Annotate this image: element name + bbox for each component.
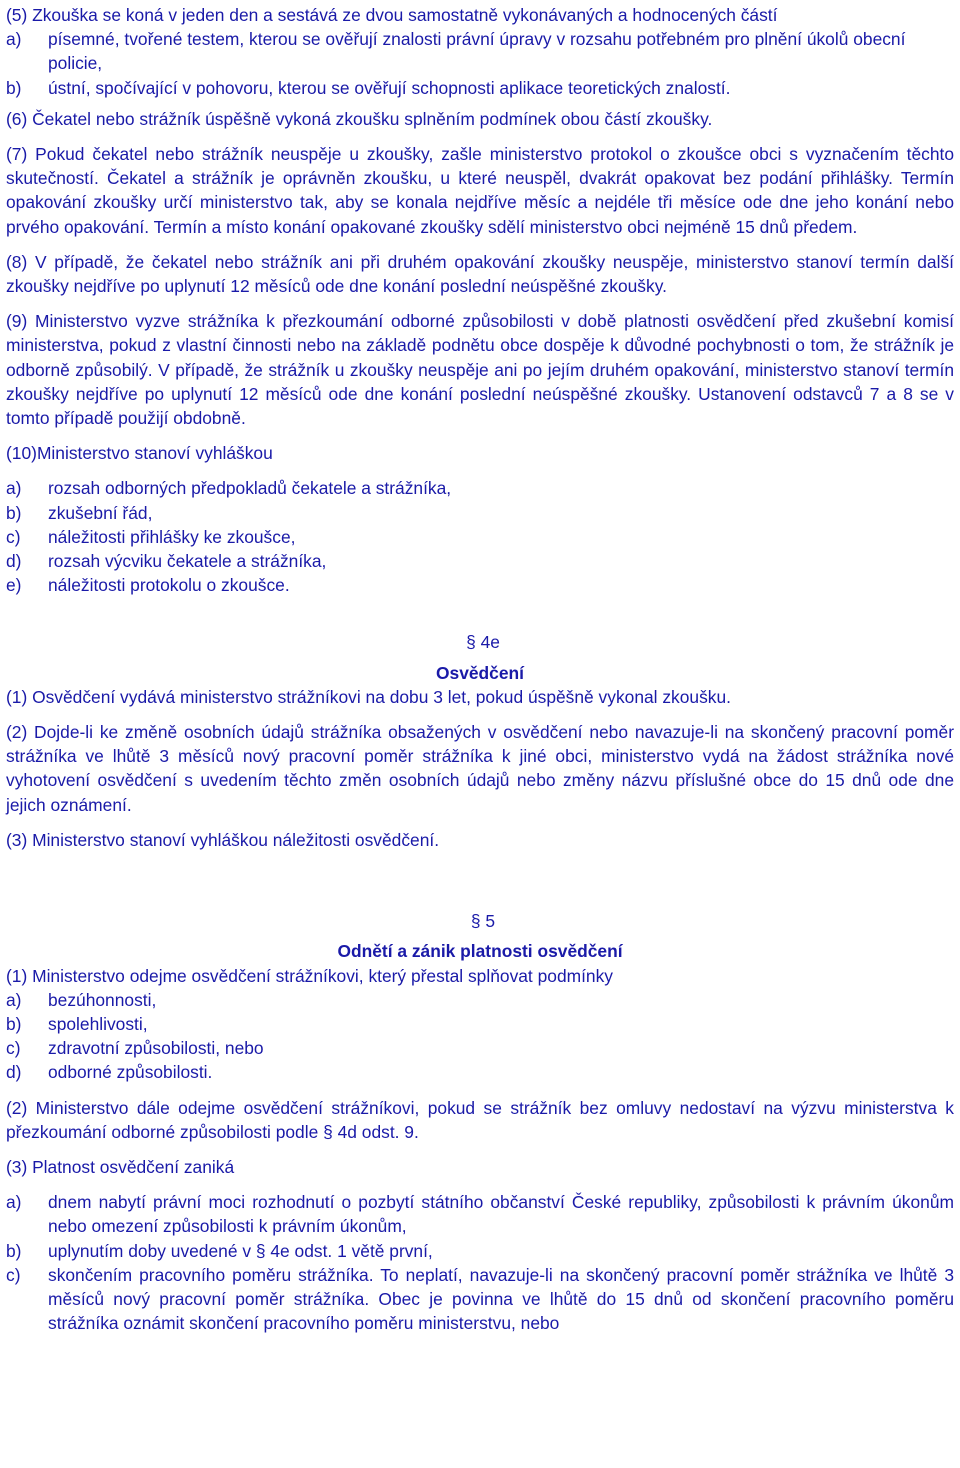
paragraph-6: (6) Čekatel nebo strážník úspěšně vykoná zkoušku splněním podmínek obou částí zkoušky.	[6, 108, 713, 129]
list-marker: d)	[6, 1062, 22, 1083]
list-item	[6, 76, 954, 100]
list-item-text: zkušební řád,	[48, 502, 153, 523]
section-paragraph-2: (2) Dojde-li ke změně osobních údajů strážníka obsažených v osvědčení nebo navazuje-li na skončený pracovní poměr strážníka ve lhůtě 3 měsíců nový pracovní poměr strážníka k jiné obci, ministerstvo vydá na žádost strážníka nové vyhotovení osvědčení s uvedením těchto změn osobních údajů nebo změny názvu příslušné obce do 15 dnů ode dne jejich oznámení.	[6, 722, 954, 815]
list-item	[6, 1263, 954, 1336]
list-item-text: náležitosti protokolu o zkoušce.	[48, 575, 290, 596]
paragraph-text: Ministerstvo stanoví vyhláškou	[36, 443, 273, 464]
list-marker: b)	[6, 1240, 22, 1261]
list-item	[6, 1036, 954, 1060]
list-marker: b)	[6, 502, 22, 523]
list-item	[6, 27, 954, 75]
list-item-text: písemné, tvořené testem, kterou se ověřují znalosti právní úpravy v rozsahu potřebném pro plnění úkolů obecní policie,	[48, 29, 906, 74]
list-item	[6, 501, 954, 525]
list-item-text: ústní, spočívající v pohovoru, kterou se ověřují schopnosti aplikace teoretických znalostí.	[48, 77, 731, 98]
section-title: Odnětí a zánik platnosti osvědčení	[337, 941, 623, 962]
list-item-text: odborné způsobilosti.	[48, 1062, 213, 1083]
paragraph-7: (7) Pokud čekatel nebo strážník neuspěje u zkoušky, zašle ministerstvo protokol o zkoušce obci s vyznačením těchto skutečností. Čekatel a strážník je oprávněn zkoušku, u které neuspěl, dvakrát opakovat bez podání přihlášky. Termín opakování zkoušky určí ministerstvo tak, aby se konala nejdříve měsíc a nejdéle tři měsíce ode dne jeho konání nebo prvého opakování. Termín a místo konání opakované zkoušky sdělí ministerstvo obci nejméně 15 dnů předem.	[6, 144, 954, 237]
list-item	[6, 525, 954, 549]
paragraph-number: (10)	[6, 443, 37, 464]
list-item	[6, 1012, 954, 1036]
paragraph-5: (5) Zkouška se koná v jeden den a sestává ze dvou samostatně vykonávaných a hodnocených částí	[6, 5, 778, 25]
section-paragraph-1: (1) Osvědčení vydává ministerstvo strážníkovi na dobu 3 let, pokud úspěšně vykonal zkoušku.	[6, 686, 731, 707]
document-page	[6, 3, 954, 1335]
list-item	[6, 988, 954, 1012]
list-item-text: bezúhonnosti,	[48, 989, 157, 1010]
list-item-text: uplynutím doby uvedené v § 4e odst. 1 větě první,	[48, 1240, 433, 1261]
paragraph-10	[6, 441, 954, 465]
list-marker: a)	[6, 989, 22, 1010]
list-item-text: náležitosti přihlášky ke zkoušce,	[48, 526, 296, 547]
list-item-text: rozsah odborných předpokladů čekatele a strážníka,	[48, 478, 452, 499]
list-item-text: zdravotní způsobilosti, nebo	[48, 1038, 264, 1059]
list-item-text: spolehlivosti,	[48, 1013, 148, 1034]
section-paragraph-3: (3) Ministerstvo stanoví vyhláškou náležitosti osvědčení.	[6, 829, 440, 850]
section-paragraph-2: (2) Ministerstvo dále odejme osvědčení strážníkovi, pokud se strážník bez omluvy nedostaví na výzvu ministerstva k přezkoumání odborné způsobilosti podle § 4d odst. 9.	[6, 1097, 954, 1142]
section-paragraph-1: (1) Ministerstvo odejme osvědčení strážníkovi, který přestal splňovat podmínky	[6, 965, 613, 986]
list-item-text: rozsah výcviku čekatele a strážníka,	[48, 551, 327, 572]
list-item	[6, 1239, 954, 1263]
list-item-text: dnem nabytí právní moci rozhodnutí o pozbytí státního občanství České republiky, způsobilosti k právním úkonům nebo omezení způsobilosti k právním úkonům,	[48, 1192, 954, 1237]
list-item	[6, 476, 954, 500]
list-item	[6, 549, 954, 573]
list-marker: a)	[6, 29, 22, 50]
list-marker: c)	[6, 526, 21, 547]
list-item	[6, 573, 954, 597]
list-marker: c)	[6, 1264, 21, 1285]
list-marker: e)	[6, 575, 22, 596]
list-item-text: skončením pracovního poměru strážníka. To neplatí, navazuje-li na skončený pracovní poměr strážníka ve lhůtě 3 měsíců nový pracovní poměr strážníka. Obec je povinna ve lhůtě do 15 dnů od skončení pracovního poměru strážníka oznámit skončení pracovního poměru ministerstvu, nebo	[48, 1264, 954, 1334]
list-item	[6, 1190, 954, 1238]
list-marker: b)	[6, 77, 22, 98]
paragraph-9: (9) Ministerstvo vyzve strážníka k přezkoumání odborné způsobilosti v době platnosti osvědčení před zkušební komisí ministerstva, pokud z vlastní činnosti nebo na základě podnětu obce dospěje k důvodné pochybnosti o tom, že strážník je odborně způsobilý. V případě, že strážník u zkoušky neuspěje ani po jejím druhém opakování, ministerstvo stanoví termín zkoušky nejdříve po uplynutí 12 měsíců ode dne konání poslední neúspěšné zkoušky. Ustanovení odstavců 7 a 8 se v tomto případě použijí obdobně.	[6, 311, 954, 429]
paragraph-8: (8) V případě, že čekatel nebo strážník ani při druhém opakování zkoušky neuspěje, ministerstvo stanoví termín další zkoušky nejdříve po uplynutí 12 měsíců ode dne konání poslední neúspěšné zkoušky.	[6, 251, 954, 297]
section-paragraph-3: (3) Platnost osvědčení zaniká	[6, 1156, 235, 1177]
list-marker: a)	[6, 478, 22, 499]
list-marker: d)	[6, 551, 22, 572]
list-marker: c)	[6, 1038, 21, 1059]
section-number: § 5	[470, 911, 496, 932]
list-item	[6, 1060, 954, 1084]
list-marker: b)	[6, 1013, 22, 1034]
section-number: § 4e	[466, 632, 500, 653]
list-marker: a)	[6, 1192, 22, 1213]
section-title: Osvědčení	[436, 662, 524, 683]
